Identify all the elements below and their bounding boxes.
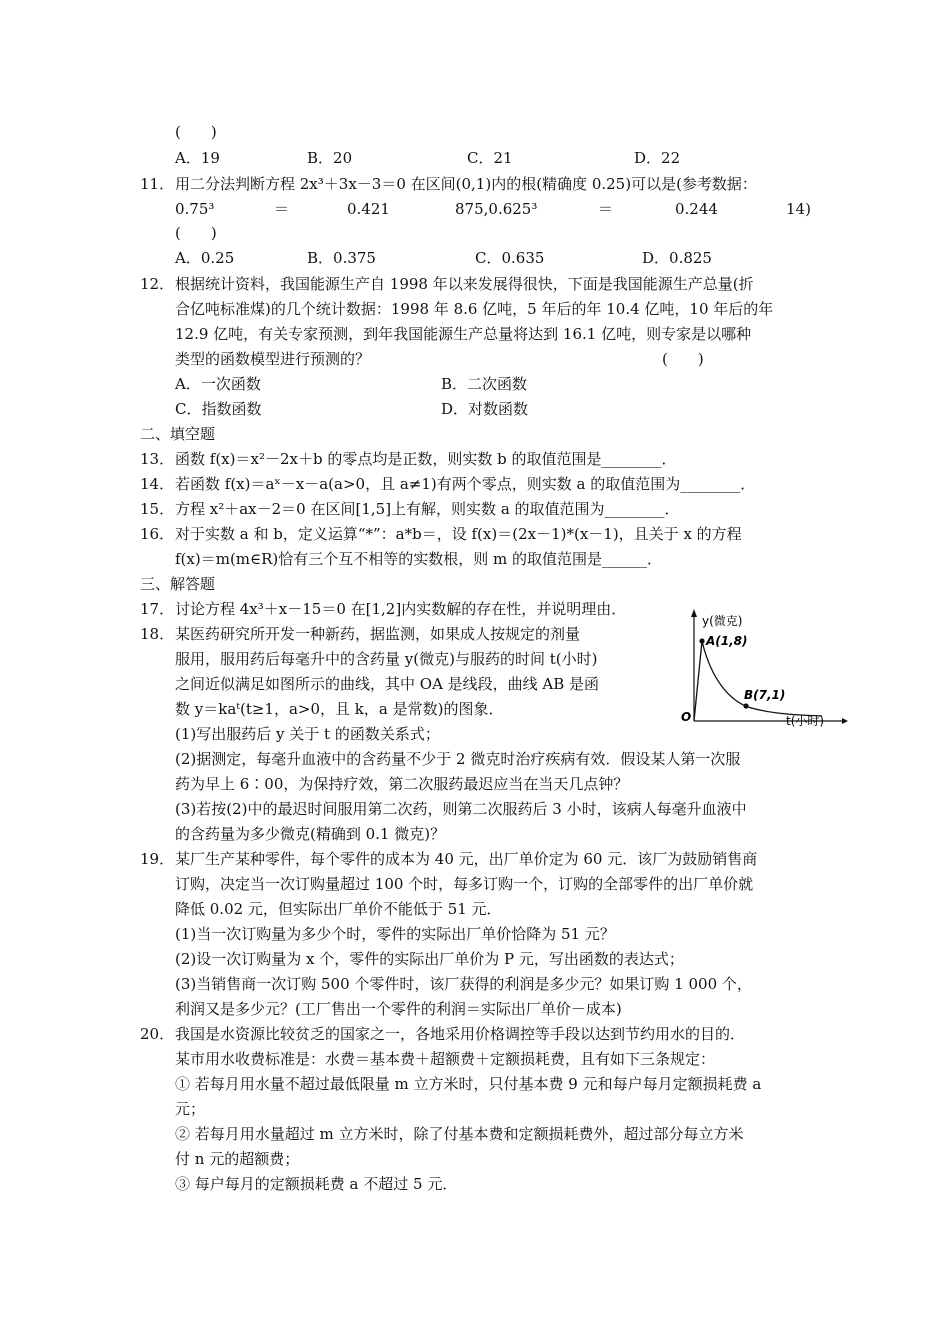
q19-line: 降低 0.02 元，但实际出厂单价不能低于 51 元． bbox=[175, 900, 502, 918]
q13-number: 13． bbox=[140, 450, 175, 468]
q18-line: 之间近似满足如图所示的曲线，其中 OA 是线段，曲线 AB 是函 bbox=[175, 675, 600, 693]
q15-text: 方程 x²＋ax－2＝0 在区间[1,5]上有解，则实数 a 的取值范围为________． bbox=[175, 500, 680, 518]
q19-line: (1)当一次订购量为多少个时，零件的实际出厂单价恰降为 51 元？ bbox=[175, 925, 615, 943]
section-heading: 三、解答题 bbox=[140, 575, 216, 593]
q18-line: 的含药量为多少微克(精确到 0.1 微克)？ bbox=[175, 825, 446, 843]
q20-line: 付 n 元的超额费； bbox=[175, 1150, 300, 1168]
q12-option-a: A．一次函数 bbox=[175, 375, 261, 393]
y-axis-arrow bbox=[691, 609, 697, 617]
q13-text: 函数 f(x)＝x²－2x＋b 的零点均是正数，则实数 b 的取值范围是________． bbox=[175, 450, 677, 468]
q20-line: ③ 每户每月的定额损耗费 a 不超过 5 元． bbox=[175, 1175, 458, 1193]
q20-line: ② 若每月用水量超过 m 立方米时，除了付基本费和定额损耗费外，超过部分每立方米 bbox=[175, 1125, 744, 1143]
q11-option-c: C．0.635 bbox=[475, 249, 545, 267]
q20-line: 元； bbox=[175, 1100, 206, 1118]
q19-line: 利润又是多少元？(工厂售出一个零件的利润＝实际出厂单价－成本) bbox=[175, 1000, 622, 1018]
q20-number: 20． bbox=[140, 1025, 175, 1043]
q12-option-c: C．指数函数 bbox=[175, 400, 262, 418]
q11-ref-3: 0.421 bbox=[347, 200, 390, 218]
q10-answer-paren: ( ) bbox=[175, 123, 217, 141]
q16-number: 16． bbox=[140, 525, 175, 543]
concentration-curve bbox=[694, 641, 822, 721]
section-heading: 二、填空题 bbox=[140, 425, 216, 443]
q20-line: 我国是水资源比较贫乏的国家之一，各地采用价格调控等手段以达到节约用水的目的． bbox=[175, 1025, 746, 1043]
q15-number: 15． bbox=[140, 500, 175, 518]
graph-point-b-label: B(7,1) bbox=[744, 688, 786, 702]
q12-line: 合亿吨标准煤)的几个统计数据：1998 年 8.6 亿吨，5 年后的年 10.4 亿吨，10 年后的年 bbox=[175, 300, 774, 318]
q10-option-d: D．22 bbox=[634, 149, 681, 167]
q12-line: 类型的函数模型进行预测的？ bbox=[175, 350, 371, 368]
q12-option-d: D．对数函数 bbox=[441, 400, 529, 418]
q12-number: 12． bbox=[140, 275, 175, 293]
q11-ref-2: ＝ bbox=[274, 200, 290, 218]
q11-ref-5: ＝ bbox=[598, 200, 614, 218]
q18-line: (3)若按(2)中的最迟时间服用第二次药，则第二次服药后 3 小时，该病人每毫升血液中 bbox=[175, 800, 747, 818]
point-b-marker bbox=[743, 703, 748, 708]
q11-option-d: D．0.825 bbox=[642, 249, 712, 267]
q11-ref-7: 14) bbox=[786, 200, 811, 218]
q10-option-c: C．21 bbox=[467, 149, 513, 167]
point-a-marker bbox=[699, 638, 704, 643]
q11-ref-6: 0.244 bbox=[675, 200, 718, 218]
x-axis-arrow bbox=[842, 718, 848, 724]
q18-line: 某医药研究所开发一种新药，据监测，如果成人按规定的剂量 bbox=[175, 625, 581, 643]
q16-line: 对于实数 a 和 b，定义运算“*”：a*b＝，设 f(x)＝(2x－1)*(x－1)，且关于 x 的方程 bbox=[175, 525, 742, 543]
q10-option-a: A．19 bbox=[175, 149, 220, 167]
q19-number: 19． bbox=[140, 850, 175, 868]
q11-option-b: B．0.375 bbox=[307, 249, 376, 267]
q20-line: ① 若每月用水量不超过最低限量 m 立方米时，只付基本费 9 元和每户每月定额损耗费 a bbox=[175, 1075, 762, 1093]
concentration-graph bbox=[672, 603, 848, 731]
q19-line: (2)设一次订购量为 x 个，零件的实际出厂单价为 P 元，写出函数的表达式； bbox=[175, 950, 684, 968]
q18-line: 药为早上 6∶00，为保持疗效，第二次服药最迟应当在当天几点钟？ bbox=[175, 775, 629, 793]
q18-line: (1)写出服药后 y 关于 t 的函数关系式； bbox=[175, 725, 440, 743]
q17-text: 讨论方程 4x³＋x－15＝0 在[1,2]内实数解的存在性，并说明理由． bbox=[175, 600, 627, 618]
q18-line: (2)据测定，每毫升血液中的含药量不少于 2 微克时治疗疾病有效．假设某人第一次服 bbox=[175, 750, 741, 768]
q10-option-b: B．20 bbox=[307, 149, 353, 167]
q16-line: f(x)＝m(m∈R)恰有三个互不相等的实数根，则 m 的取值范围是______． bbox=[175, 550, 663, 568]
q18-number: 18． bbox=[140, 625, 175, 643]
graph-origin-label: O bbox=[681, 710, 692, 724]
q11-option-a: A．0.25 bbox=[175, 249, 235, 267]
q17-number: 17． bbox=[140, 600, 175, 618]
graph-point-a-label: A(1,8) bbox=[706, 634, 748, 648]
q12-option-b: B．二次函数 bbox=[441, 375, 528, 393]
q12-line: 根据统计资料，我国能源生产自 1998 年以来发展得很快，下面是我国能源生产总量(折 bbox=[175, 275, 754, 293]
graph-xlabel: t(小时) bbox=[786, 714, 825, 728]
q19-line: 某厂生产某种零件，每个零件的成本为 40 元，出厂单价定为 60 元．该厂为鼓励销售商 bbox=[175, 850, 758, 868]
q18-line: 服用，服用药后每毫升中的含药量 y(微克)与服药的时间 t(小时) bbox=[175, 650, 598, 668]
q19-line: (3)当销售商一次订购 500 个零件时，该厂获得的利润是多少元？如果订购 1 000 个， bbox=[175, 975, 752, 993]
q14-text: 若函数 f(x)＝aˣ－x－a(a>0，且 a≠1)有两个零点，则实数 a 的取值范围为________． bbox=[175, 475, 756, 493]
q11-number: 11． bbox=[140, 175, 175, 193]
q11-ref-4: 875,0.625³ bbox=[455, 200, 538, 218]
q18-line: 数 y＝kaᵗ(t≥1，a>0，且 k，a 是常数)的图象． bbox=[175, 700, 504, 718]
q11-answer-paren: ( ) bbox=[175, 224, 217, 242]
q12-line: 12.9 亿吨，有关专家预测，到年我国能源生产总量将达到 16.1 亿吨，则专家是以哪种 bbox=[175, 325, 752, 343]
q19-line: 订购，决定当一次订购量超过 100 个时，每多订购一个，订购的全部零件的出厂单价就 bbox=[175, 875, 754, 893]
q12-answer-paren: ( ) bbox=[662, 350, 704, 368]
q11-line: 用二分法判断方程 2x³＋3x－3＝0 在区间(0,1)内的根(精确度 0.25)可以是(参考数据： bbox=[175, 175, 757, 193]
graph-ylabel: y(微克) bbox=[702, 614, 743, 628]
q11-ref-1: 0.75³ bbox=[175, 200, 215, 218]
q14-number: 14． bbox=[140, 475, 175, 493]
q20-line: 某市用水收费标准是：水费＝基本费＋超额费＋定额损耗费，且有如下三条规定： bbox=[175, 1050, 716, 1068]
